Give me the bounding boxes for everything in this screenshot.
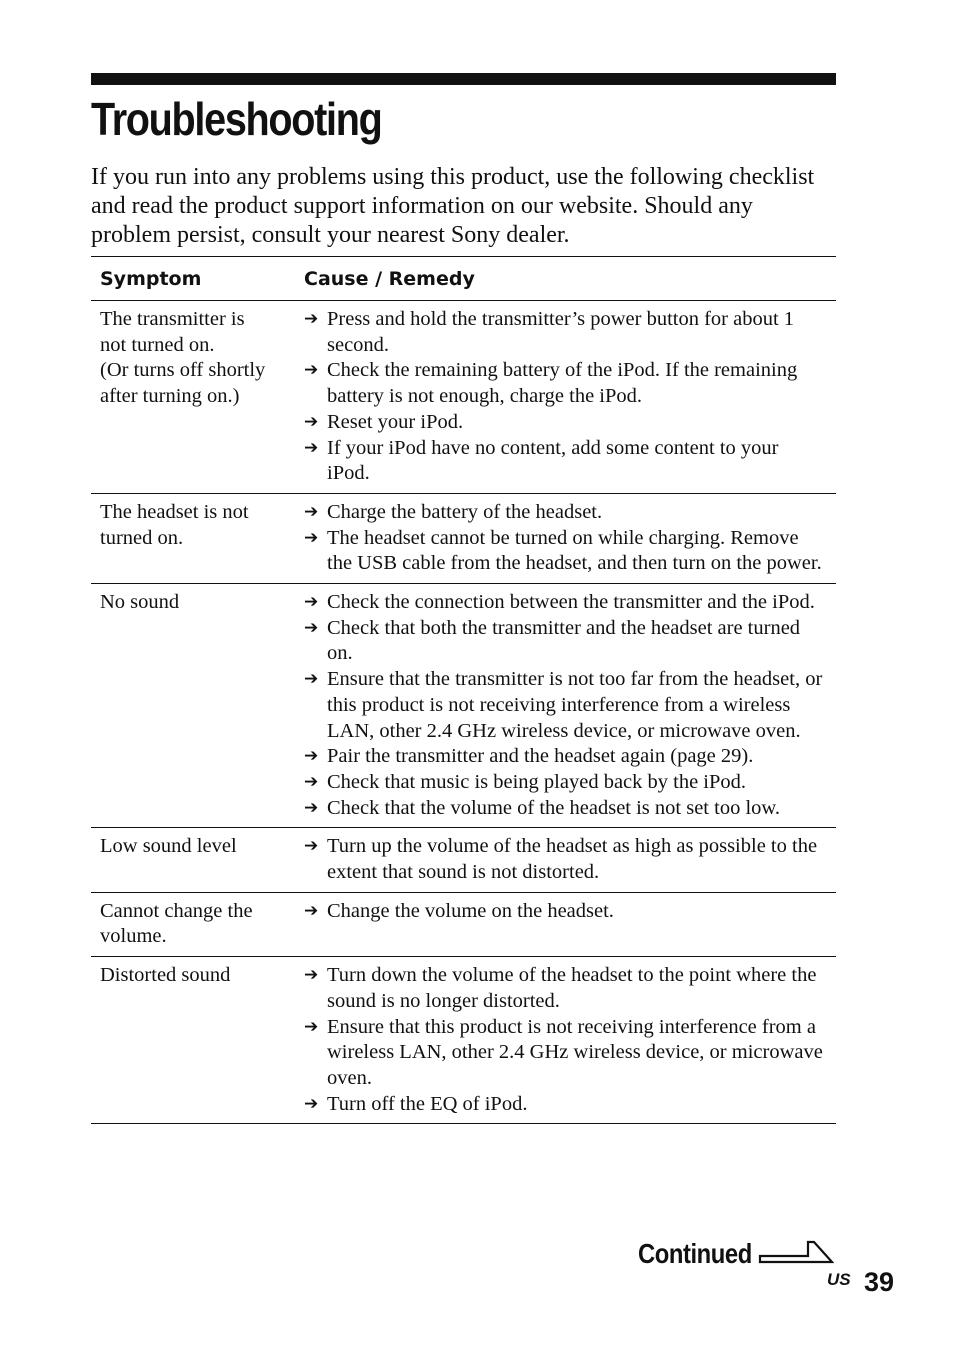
symptom-line: Low sound level bbox=[100, 835, 237, 858]
continued-label: Continued bbox=[638, 1238, 752, 1269]
continued-arrow-icon bbox=[758, 1238, 834, 1270]
symptom-cell bbox=[91, 307, 304, 487]
page-number: 39 bbox=[864, 1267, 895, 1297]
remedy-text: Check that the volume of the headset is not set too low. bbox=[327, 796, 780, 819]
remedy-item bbox=[304, 899, 824, 925]
table-row bbox=[91, 957, 836, 1124]
table-header bbox=[91, 257, 836, 301]
remedy-text: Turn up the volume of the headset as high as possible to the extent that sound is not distorted. bbox=[327, 835, 818, 884]
remedy-item bbox=[304, 436, 824, 487]
arrow-right-icon: ➔ bbox=[304, 669, 319, 690]
title-rule bbox=[91, 73, 836, 85]
symptom-line: The transmitter is bbox=[100, 308, 245, 330]
symptom-cell bbox=[91, 590, 304, 821]
arrow-right-icon: ➔ bbox=[304, 309, 319, 329]
remedy-text: If your iPod have no content, add some content to your iPod. bbox=[327, 436, 779, 485]
remedy-cell bbox=[304, 834, 836, 885]
remedy-item bbox=[304, 410, 824, 436]
symptom-cell bbox=[91, 500, 304, 577]
remedy-item bbox=[304, 744, 824, 770]
remedy-cell bbox=[304, 899, 836, 950]
header-symptom: Symptom bbox=[100, 267, 202, 290]
remedy-text: The headset cannot be turned on while charging. Remove the USB cable from the headset, and then turn on the power. bbox=[327, 526, 822, 575]
symptom-line: No sound bbox=[100, 591, 180, 614]
table-row bbox=[91, 828, 836, 892]
arrow-right-icon: ➔ bbox=[304, 501, 319, 522]
remedy-text: Charge the battery of the headset. bbox=[327, 500, 603, 523]
arrow-right-icon: ➔ bbox=[304, 527, 319, 548]
remedy-item bbox=[304, 770, 824, 796]
remedy-item bbox=[304, 526, 824, 577]
arrow-right-icon: ➔ bbox=[304, 746, 319, 767]
remedy-item bbox=[304, 667, 824, 744]
symptom-line: Distorted sound bbox=[100, 964, 231, 987]
remedy-text: Change the volume on the headset. bbox=[327, 899, 614, 922]
arrow-right-icon: ➔ bbox=[304, 437, 319, 458]
remedy-text: Press and hold the transmitter’s power button for about 1 second. bbox=[327, 308, 795, 356]
symptom-line: The headset is not bbox=[100, 500, 249, 523]
remedy-text: Pair the transmitter and the headset again (page 29). bbox=[327, 745, 754, 768]
table-row bbox=[91, 494, 836, 584]
remedy-text: Reset your iPod. bbox=[327, 410, 464, 433]
table-row bbox=[91, 584, 836, 828]
remedy-item bbox=[304, 963, 824, 1014]
remedy-text: Check the remaining battery of the iPod. If the remaining battery is not enough, charge the iPod. bbox=[327, 359, 798, 408]
arrow-right-icon: ➔ bbox=[304, 965, 319, 986]
header-remedy: Cause / Remedy bbox=[304, 267, 475, 290]
table-row bbox=[91, 893, 836, 957]
remedy-item bbox=[304, 834, 824, 885]
symptom-line: turned on. bbox=[100, 526, 184, 549]
symptom-line: after turning on.) bbox=[100, 385, 240, 408]
symptom-cell bbox=[91, 963, 304, 1117]
remedy-text: Turn down the volume of the headset to the point where the sound is no longer distorted. bbox=[327, 964, 817, 1012]
page-title: Troubleshooting bbox=[91, 93, 382, 145]
remedy-cell bbox=[304, 500, 836, 577]
remedy-item bbox=[304, 307, 824, 358]
symptom-line: (Or turns off shortly bbox=[100, 359, 266, 382]
symptom-line: Cannot change the bbox=[100, 899, 253, 922]
remedy-item bbox=[304, 616, 824, 667]
arrow-right-icon: ➔ bbox=[304, 1016, 319, 1037]
symptom-line: not turned on. bbox=[100, 333, 215, 356]
arrow-right-icon: ➔ bbox=[304, 771, 319, 792]
region-label: US bbox=[827, 1270, 851, 1289]
symptom-line: volume. bbox=[100, 925, 167, 948]
remedy-item bbox=[304, 500, 824, 526]
arrow-right-icon: ➔ bbox=[304, 900, 319, 921]
remedy-item bbox=[304, 1092, 824, 1118]
symptom-cell bbox=[91, 834, 304, 885]
remedy-cell bbox=[304, 590, 836, 821]
remedy-text: Check that both the transmitter and the headset are turned on. bbox=[327, 616, 801, 665]
remedy-text: Ensure that the transmitter is not too far from the headset, or this product is not receiving interference from a wireless LAN, other 2.4 GHz wireless device, or microwave oven. bbox=[327, 668, 823, 742]
arrow-right-icon: ➔ bbox=[304, 411, 319, 432]
arrow-right-icon: ➔ bbox=[304, 592, 319, 613]
remedy-item bbox=[304, 590, 824, 616]
remedy-text: Turn off the EQ of iPod. bbox=[327, 1092, 528, 1115]
remedy-cell bbox=[304, 963, 836, 1117]
intro-paragraph: If you run into any problems using this product, use the following checklist and read the product support information on our website. Should any problem persist, consult your nearest Sony dealer. bbox=[91, 164, 815, 248]
arrow-right-icon: ➔ bbox=[304, 836, 319, 857]
table-row bbox=[91, 301, 836, 494]
arrow-right-icon: ➔ bbox=[304, 617, 319, 638]
remedy-cell bbox=[304, 307, 836, 487]
remedy-text: Check the connection between the transmitter and the iPod. bbox=[327, 591, 815, 614]
remedy-item bbox=[304, 358, 824, 409]
symptom-cell bbox=[91, 899, 304, 950]
remedy-item bbox=[304, 796, 824, 822]
arrow-right-icon: ➔ bbox=[304, 797, 319, 818]
troubleshooting-table bbox=[91, 256, 836, 1124]
remedy-text: Check that music is being played back by the iPod. bbox=[327, 770, 747, 793]
remedy-item bbox=[304, 1015, 824, 1092]
arrow-right-icon: ➔ bbox=[304, 360, 319, 381]
remedy-text: Ensure that this product is not receiving interference from a wireless LAN, other 2.4 GHz wireless device, or microwave oven. bbox=[327, 1015, 823, 1089]
arrow-right-icon: ➔ bbox=[304, 1093, 319, 1114]
